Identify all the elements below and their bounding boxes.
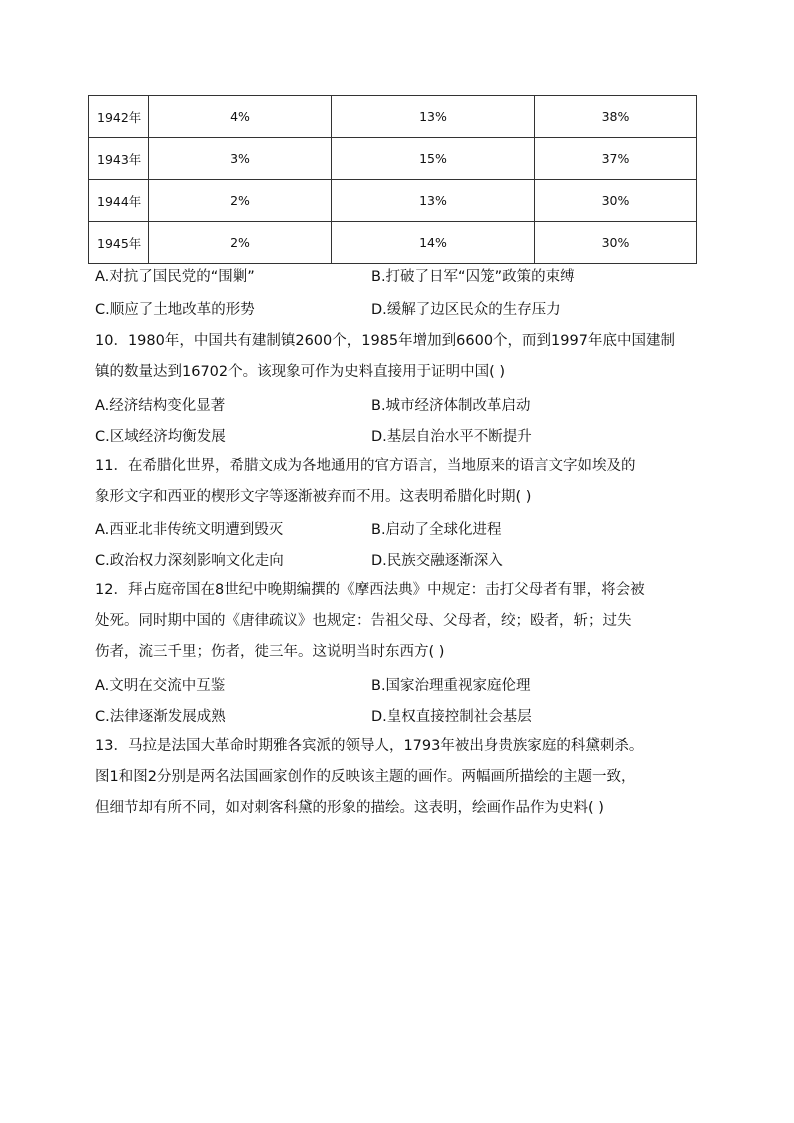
- q10-options-row-1: [95, 394, 715, 418]
- q11-option-d[interactable]: D.民族交融逐渐深入: [371, 553, 503, 569]
- data-table: [88, 95, 697, 264]
- value-cell: 13%: [332, 96, 535, 138]
- q12-options-row-2: [95, 705, 715, 729]
- year-cell: 1942年: [89, 96, 149, 138]
- q11-options-row-2: [95, 549, 715, 573]
- q10-line: 10．1980年，中国共有建制镇2600个，1985年增加到6600个，而到1997年底中国建制: [95, 333, 675, 349]
- value-cell: 15%: [332, 138, 535, 180]
- q11-line: 象形文字和西亚的楔形文字等逐渐被弃而不用。这表明希腊化时期( ): [95, 489, 532, 505]
- table-row: [89, 138, 697, 180]
- q10-option-c[interactable]: C.区域经济均衡发展: [95, 429, 226, 445]
- q9-option-d[interactable]: D.缓解了边区民众的生存压力: [371, 302, 561, 318]
- q10-stem: [95, 326, 705, 388]
- q12-option-a[interactable]: A.文明在交流中互鉴: [95, 678, 226, 694]
- q11-line: 11．在希腊化世界，希腊文成为各地通用的官方语言，当地原来的语言文字如埃及的: [95, 458, 636, 474]
- q10-options-row-2: [95, 425, 715, 449]
- q10-option-a[interactable]: A.经济结构变化显著: [95, 398, 226, 414]
- q11-option-a[interactable]: A.西亚北非传统文明遭到毁灭: [95, 522, 284, 538]
- q9-options-row-2: [95, 298, 715, 322]
- q10-option-d[interactable]: D.基层自治水平不断提升: [371, 429, 532, 445]
- q12-line: 伤者，流三千里；伤者，徙三年。这说明当时东西方( ): [95, 644, 445, 660]
- q11-stem: [95, 451, 705, 513]
- value-cell: 13%: [332, 180, 535, 222]
- q12-stem: [95, 575, 705, 668]
- q12-option-c[interactable]: C.法律逐渐发展成熟: [95, 709, 226, 725]
- table-row: [89, 180, 697, 222]
- q11-option-c[interactable]: C.政治权力深刻影响文化走向: [95, 553, 284, 569]
- q9-option-c[interactable]: C.顺应了土地改革的形势: [95, 302, 255, 318]
- value-cell: 30%: [535, 180, 697, 222]
- q13-line: 13．马拉是法国大革命时期雅各宾派的领导人，1793年被出身贵族家庭的科黛刺杀。: [95, 738, 644, 754]
- value-cell: 4%: [149, 96, 332, 138]
- table-row: [89, 222, 697, 264]
- q9-option-b[interactable]: B.打破了日军“囚笼”政策的束缚: [371, 269, 575, 285]
- value-cell: 38%: [535, 96, 697, 138]
- year-cell: 1944年: [89, 180, 149, 222]
- q11-options-row-1: [95, 518, 715, 542]
- q13-line: 但细节却有所不同，如对刺客科黛的形象的描绘。这表明，绘画作品作为史料( ): [95, 800, 604, 816]
- q11-option-b[interactable]: B.启动了全球化进程: [371, 522, 502, 538]
- value-cell: 14%: [332, 222, 535, 264]
- q9-option-a[interactable]: A.对抗了国民党的“围剿”: [95, 269, 255, 285]
- value-cell: 2%: [149, 180, 332, 222]
- q10-line: 镇的数量达到16702个。该现象可作为史料直接用于证明中国( ): [95, 364, 506, 380]
- q12-option-d[interactable]: D.皇权直接控制社会基层: [371, 709, 532, 725]
- table-row: [89, 96, 697, 138]
- q13-stem: [95, 731, 705, 824]
- value-cell: 2%: [149, 222, 332, 264]
- q9-options-row-1: [95, 265, 715, 289]
- q12-line: 处死。同时期中国的《唐律疏议》也规定：告祖父母、父母者，绞；殴者，斩；过失: [95, 613, 632, 629]
- value-cell: 3%: [149, 138, 332, 180]
- q10-option-b[interactable]: B.城市经济体制改革启动: [371, 398, 531, 414]
- q12-options-row-1: [95, 674, 715, 698]
- q13-line: 图1和图2分别是两名法国画家创作的反映该主题的画作。两幅画所描绘的主题一致，: [95, 769, 636, 785]
- year-cell: 1943年: [89, 138, 149, 180]
- q12-option-b[interactable]: B.国家治理重视家庭伦理: [371, 678, 531, 694]
- year-cell: 1945年: [89, 222, 149, 264]
- value-cell: 30%: [535, 222, 697, 264]
- value-cell: 37%: [535, 138, 697, 180]
- q12-line: 12．拜占庭帝国在8世纪中晚期编撰的《摩西法典》中规定：击打父母者有罪，将会被: [95, 582, 645, 598]
